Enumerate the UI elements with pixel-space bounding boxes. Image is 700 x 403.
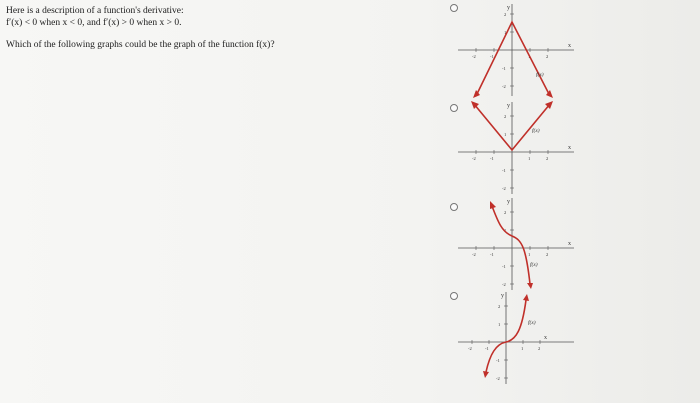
axes (458, 292, 574, 384)
function-label: f(x) (536, 72, 544, 78)
tick-label: -2 (502, 186, 506, 191)
function-curve (492, 206, 530, 284)
tick-label: -2 (472, 156, 476, 161)
tick-label: 1 (528, 252, 531, 257)
arrow-icon (483, 371, 489, 378)
y-axis-label: y (501, 293, 504, 299)
axes (458, 4, 574, 96)
tick-label: -2 (496, 376, 500, 381)
tick-label: -2 (472, 54, 476, 59)
axes (458, 102, 574, 194)
tick-label: 2 (504, 12, 507, 17)
tick-label: 1 (521, 346, 524, 351)
tick-label: 1 (504, 132, 507, 137)
tick-label: -1 (502, 66, 506, 71)
tick-label: 1 (498, 322, 501, 327)
tick-label: 1 (528, 54, 531, 59)
tick-label: -2 (502, 282, 506, 287)
tick-label: 2 (498, 304, 501, 309)
tick-label: -1 (502, 168, 506, 173)
tick-label: 1 (504, 30, 507, 35)
tick-label: -1 (502, 264, 506, 269)
x-axis-label: x (544, 335, 547, 341)
tick-label: 1 (528, 156, 531, 161)
arrow-icon (527, 283, 533, 289)
tick-label: 1 (504, 228, 507, 233)
tick-label: 2 (546, 156, 549, 161)
tick-label: 2 (546, 252, 549, 257)
tick-label: -1 (490, 156, 494, 161)
y-axis-label: y (507, 199, 510, 205)
function-label: f(x) (530, 262, 538, 268)
function-label: f(x) (532, 128, 540, 134)
tick-label: -1 (490, 252, 494, 257)
x-axis-label: x (568, 145, 571, 151)
axes (458, 198, 574, 290)
arrow-icon (523, 294, 529, 301)
tick-label: 2 (546, 54, 549, 59)
y-axis-label: y (507, 5, 510, 11)
derivative-condition: f′(x) < 0 when x < 0, and f′(x) > 0 when x > 0. (6, 18, 182, 28)
tick-label: 2 (504, 114, 507, 119)
question-text (6, 5, 426, 51)
option-d-graph (456, 290, 576, 386)
tick-label: 2 (538, 346, 541, 351)
x-axis-label: x (568, 43, 571, 49)
tick-label: -1 (490, 54, 494, 59)
tick-label: -2 (468, 346, 472, 351)
tick-label: -1 (485, 346, 489, 351)
function-label: f(x) (528, 320, 536, 326)
arrow-icon (490, 201, 496, 209)
x-axis-label: x (568, 241, 571, 247)
option-b-graph (456, 100, 576, 196)
question-intro: Here is a description of a function's derivative: (6, 6, 184, 16)
tick-label: -2 (472, 252, 476, 257)
y-axis-label: y (507, 103, 510, 109)
question-prompt: Which of the following graphs could be the graph of the function f(x)? (6, 40, 275, 50)
function-curve (476, 22, 550, 96)
option-c-graph (456, 196, 576, 292)
option-a-graph (456, 2, 576, 98)
tick-label: 2 (504, 210, 507, 215)
tick-label: -2 (502, 84, 506, 89)
tick-label: -1 (496, 358, 500, 363)
